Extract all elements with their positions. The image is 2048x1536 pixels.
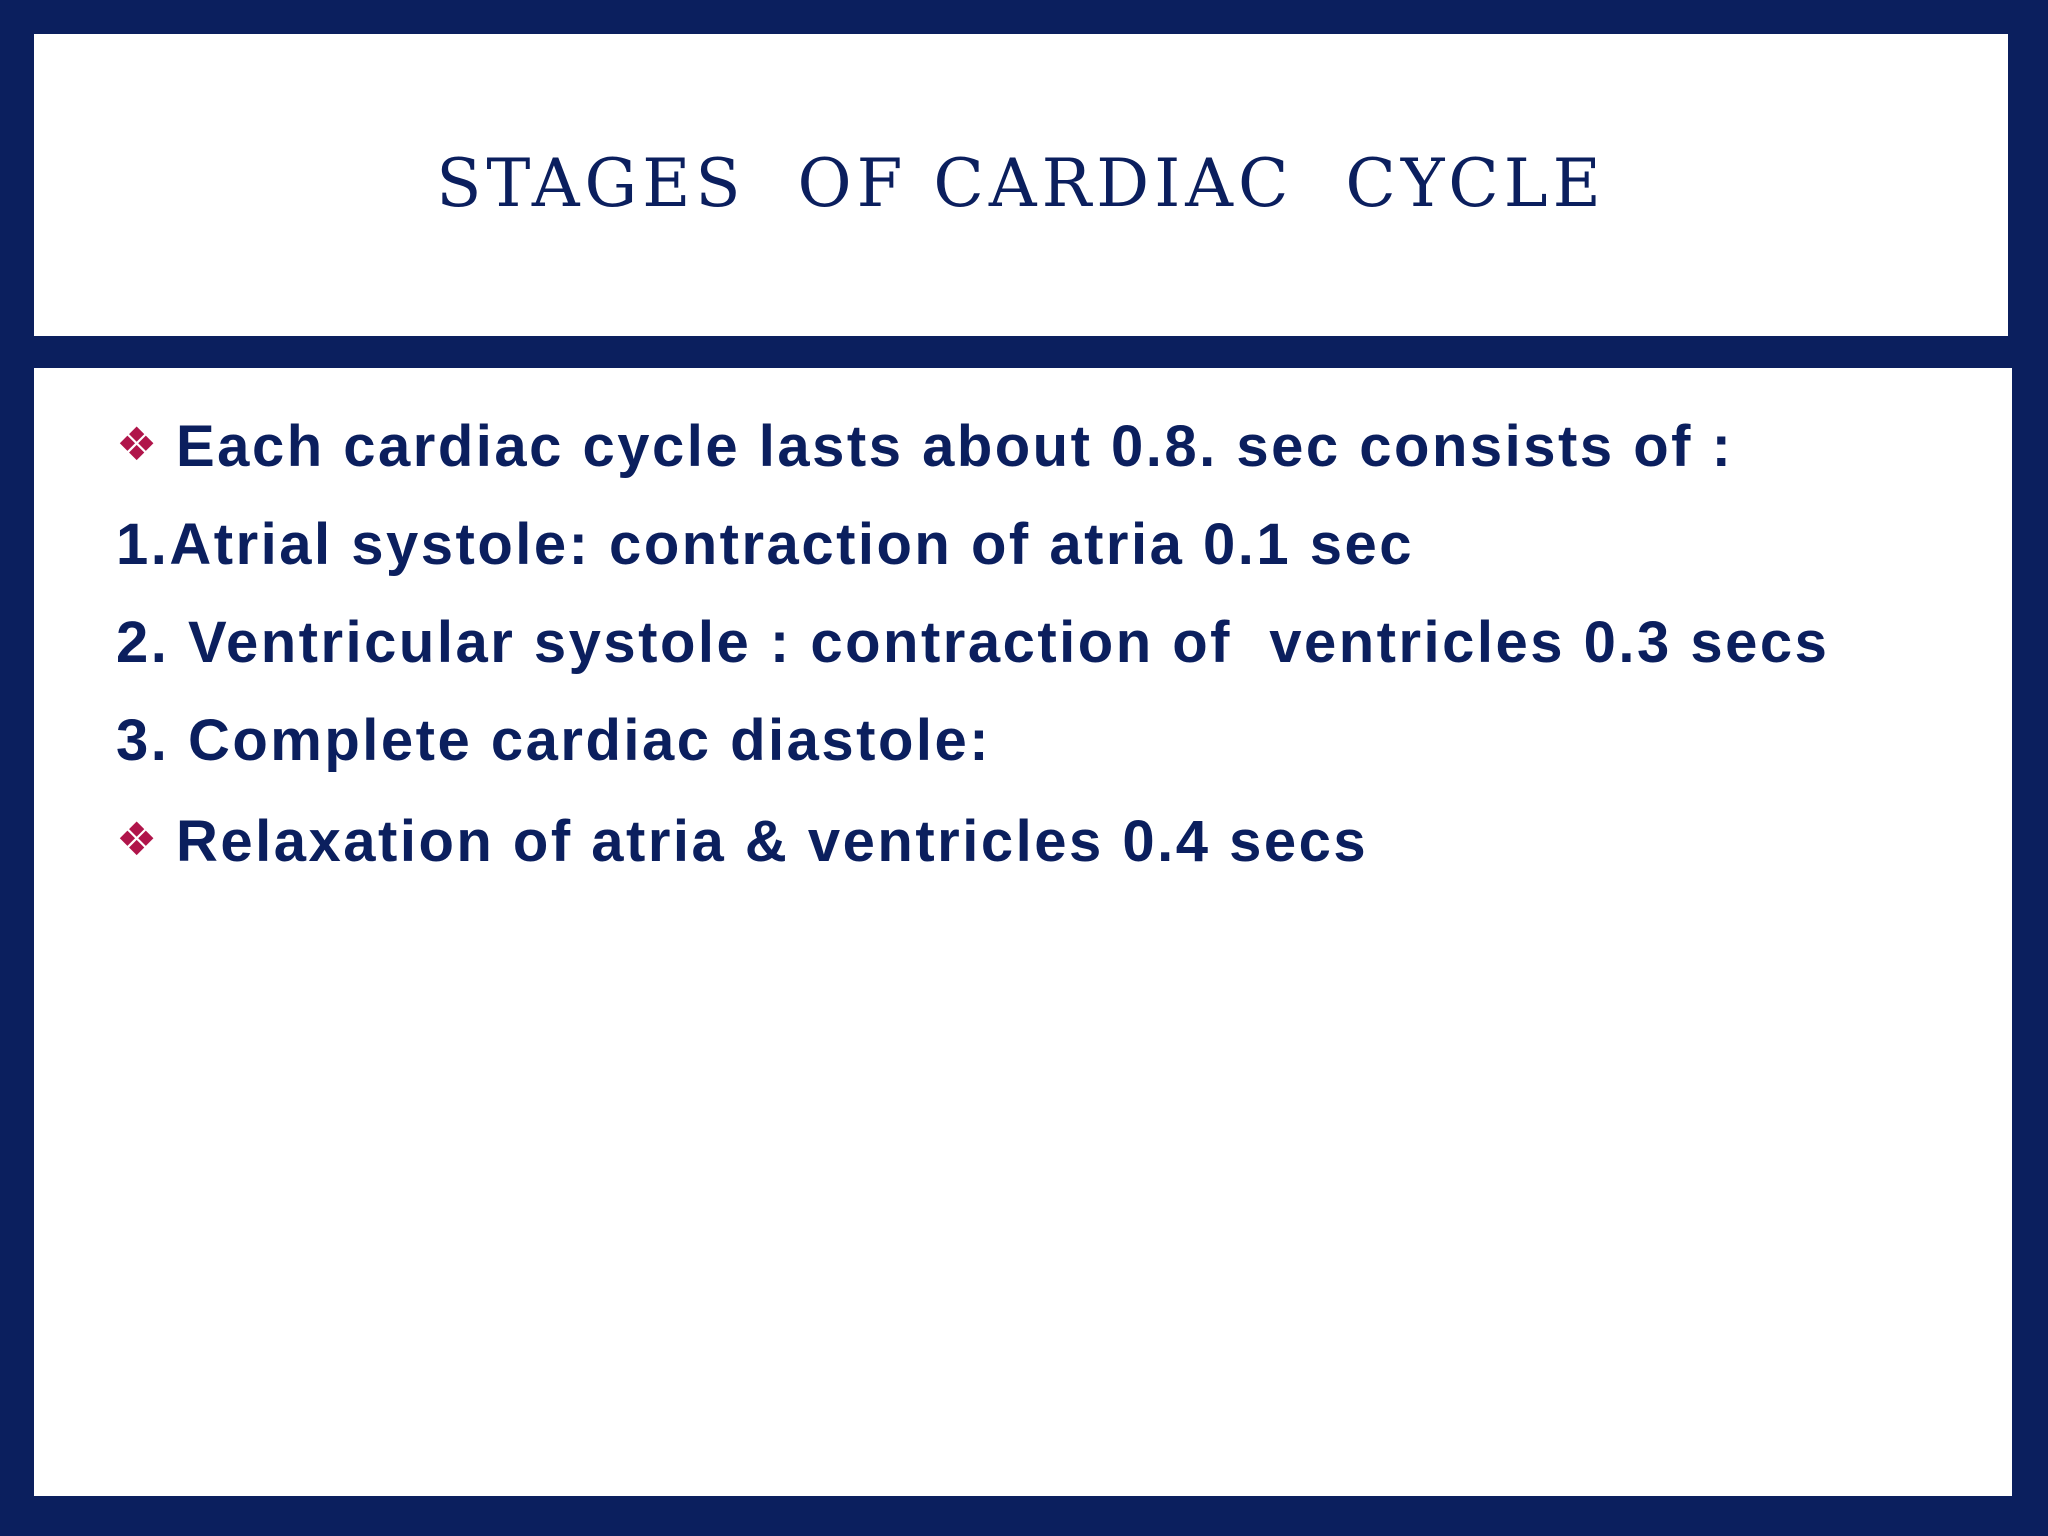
list-item-complete-diastole xyxy=(116,700,1936,782)
line-text: 2. Ventricular systole : contraction of ventricles 0.3 secs xyxy=(116,610,1830,675)
line-text: 1.Atrial systole: contraction of atria 0.1 sec xyxy=(116,512,1414,577)
slide-title: STAGES OF CARDIAC CYCLE xyxy=(436,144,1606,222)
line-text: 3. Complete cardiac diastole: xyxy=(116,708,992,773)
diamond-bullet-icon: ❖ xyxy=(116,417,158,471)
line-text: Relaxation of atria & ventricles 0.4 secs xyxy=(176,809,1369,874)
list-item-atrial-systole xyxy=(116,504,1936,586)
list-item-cycle-duration xyxy=(116,403,1936,488)
list-item-relaxation xyxy=(116,798,1936,883)
line-text: Each cardiac cycle lasts about 0.8. sec consists of : xyxy=(176,414,1734,479)
diamond-bullet-icon: ❖ xyxy=(116,812,158,866)
title-panel xyxy=(34,34,2008,336)
content-list xyxy=(116,403,1936,899)
list-item-ventricular-systole xyxy=(116,602,1936,684)
body-panel xyxy=(34,368,2012,1496)
